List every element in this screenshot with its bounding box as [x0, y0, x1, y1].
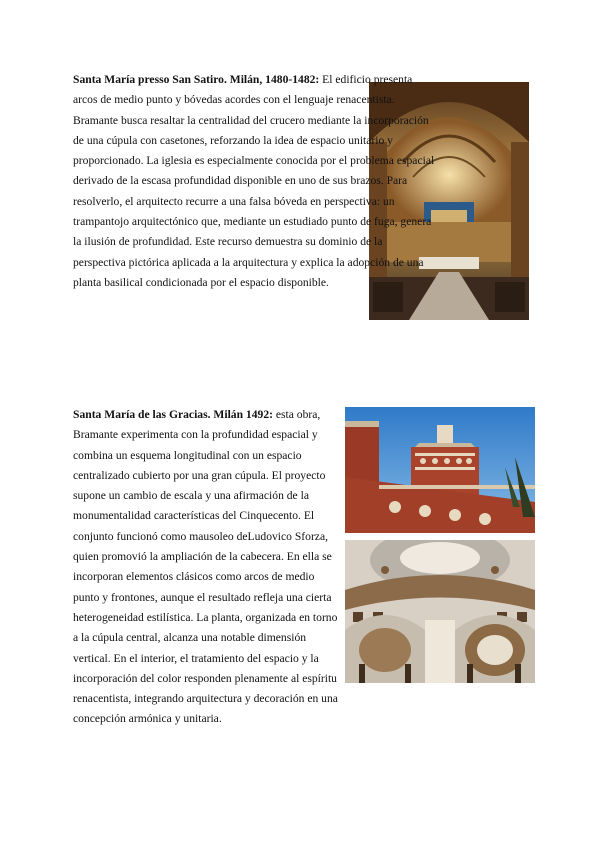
body-san-satiro: El edificio presenta arcos de medio punto y bóvedas acordes con el lenguaje renacentista. Bramante busca resaltar la centralidad del crucero mediante la incorporación de una cúpula con casetones, reforzando la idea de espacio unitario y proporcionado. La iglesia es especialmente conocida por el problema espacial derivado de la escasa profundidad disponible en uno de sus brazos. Para resolverlo, el arquitecto recurre a una falsa bóveda en perspectiva: un trampantojo arquitectónico que, mediante un estudiado punto de fuga, genera la ilusión de profundidad. Este recurso demuestra su dominio de la perspectiva pictórica aplicada a la arquitectura y explica la adopción de una planta basilical condicionada por el espacio disponible. [73, 73, 435, 289]
heading-grazie: Santa María de las Gracias. Milán 1492: [73, 408, 273, 421]
section-grazie [73, 405, 513, 730]
heading-san-satiro: Santa María presso San Satiro. Milán, 1480-1482: [73, 73, 320, 86]
section-san-satiro [73, 70, 438, 293]
body-grazie: esta obra, Bramante experimenta con la profundidad espacial y combina un esquema longitudinal con un espacio centralizado cubierto por una gran cúpula. El proyecto supone un cambio de escala y una afirmación de la monumentalidad características del Cinquecento. El conjunto funcionó como mausoleo deLudovico Sforza, quien promovió la ampliación de la cabecera. En ella se incorporan elementos clásicos como arcos de medio punto y frontones, aunque el resultado refleja una cierta heterogeneidad estilística. La planta, organizada en torno a la cúpula central, alcanza una notable dimensión vertical. En el interior, el tratamiento del espacio y la incorporación del color responden plenamente al espíritu renacentista, integrando arquitectura y decoración en una concepción armónica y unitaria. [73, 408, 338, 726]
figure-float-spacer [341, 405, 513, 695]
paragraph-grazie [73, 405, 513, 730]
paragraph-san-satiro [73, 70, 438, 293]
